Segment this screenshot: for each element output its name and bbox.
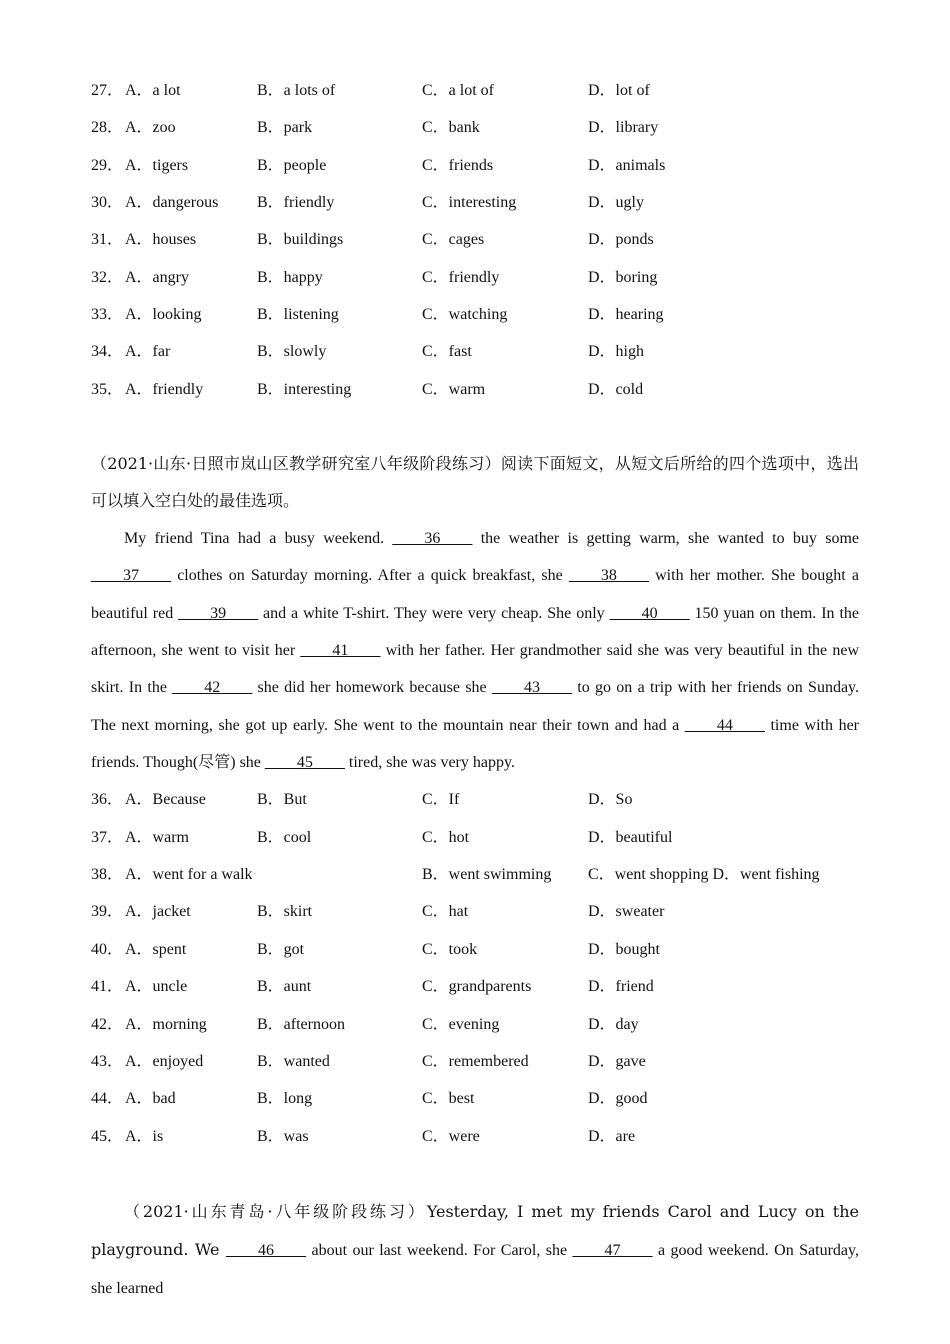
passage-text-part: to go on a trip with her friends on Sunday. The next morning, she got up early. She went to the mountain near their town and had a	[91, 679, 860, 734]
blank-39: ____39____	[178, 604, 259, 622]
question-number: 40．	[91, 941, 124, 958]
option-d: D．ugly	[588, 194, 645, 211]
option-b: B．friendly	[257, 194, 335, 211]
question-number: 36．	[91, 791, 124, 808]
option-a: A．dangerous	[125, 194, 219, 211]
passage-text	[91, 520, 859, 782]
option-b: B．a lots of	[257, 82, 336, 99]
option-c: C．warm	[422, 381, 486, 398]
question-number: 32．	[91, 269, 124, 286]
option-c: C．interesting	[422, 194, 517, 211]
option-d: D．high	[588, 343, 645, 360]
option-a: A．is	[125, 1128, 164, 1145]
option-b: B．listening	[257, 306, 339, 323]
option-b: B．But	[257, 791, 307, 808]
blank-43: ____43____	[491, 679, 572, 697]
option-b: B．buildings	[257, 231, 344, 248]
option-b: B．was	[257, 1128, 309, 1145]
question-number: 42．	[91, 1016, 124, 1033]
option-d: D．library	[588, 119, 659, 136]
option-d: D．So	[588, 791, 633, 808]
passage-text-part: clothes on Saturday morning. After a quick breakfast, she	[171, 567, 569, 585]
blank-47: ____47____	[572, 1242, 653, 1260]
question-number: 28．	[91, 119, 124, 136]
passage-text-part: she did her homework because she	[252, 679, 492, 697]
question-number: 43．	[91, 1053, 124, 1070]
passage-text-part: time with her friends. Though(尽管) she	[91, 716, 859, 772]
passage-text-part: and a white T-shirt. They were very cheap. She only	[258, 604, 610, 622]
option-a: A．enjoyed	[125, 1053, 204, 1070]
option-d: D．good	[588, 1090, 648, 1107]
option-b: B．long	[257, 1090, 313, 1107]
option-c: C．bank	[422, 119, 480, 136]
option-c: C．If	[422, 791, 460, 808]
option-c: C．a lot of	[422, 82, 494, 99]
question-number: 31．	[91, 231, 124, 248]
option-a: A．warm	[125, 829, 189, 846]
passage-text-part: about our last weekend. For Carol, she	[306, 1242, 573, 1260]
passage-text	[91, 1193, 859, 1307]
cloze-passage	[91, 445, 859, 782]
question-number: 34．	[91, 343, 124, 360]
option-a: A．spent	[125, 941, 187, 958]
blank-46: ____46____	[226, 1242, 307, 1260]
option-b: B．wanted	[257, 1053, 330, 1070]
option-c: C．cages	[422, 231, 485, 248]
option-d: D．boring	[588, 269, 658, 286]
blank-45: ____45____	[264, 754, 345, 772]
option-a: A．tigers	[125, 157, 189, 174]
option-d: D．lot of	[588, 82, 650, 99]
passage-text-part: My friend Tina had a busy weekend.	[124, 529, 393, 547]
blank-36: ____36____	[392, 529, 473, 547]
passage-text-part: 150 yuan on them. In the afternoon, she went to visit her	[91, 604, 860, 660]
option-d: D．bought	[588, 941, 661, 958]
question-number: 39．	[91, 903, 124, 920]
option-a: A．a lot	[125, 82, 181, 99]
option-c: C．watching	[422, 306, 508, 323]
option-b: B．happy	[257, 269, 323, 286]
option-b: B．went swimming	[422, 866, 552, 883]
option-d: D．beautiful	[588, 829, 673, 846]
option-c: C．evening	[422, 1016, 500, 1033]
option-a: A．bad	[125, 1090, 176, 1107]
option-a: A．jacket	[125, 903, 191, 920]
option-c: C．remembered	[422, 1053, 529, 1070]
option-c-d: C．went shopping D．went fishing	[588, 866, 820, 883]
option-d: D．are	[588, 1128, 636, 1145]
option-c: C．fast	[422, 343, 472, 360]
passage-text-part: with her mother. She bought a beautiful red	[91, 567, 859, 622]
question-number: 45．	[91, 1128, 124, 1145]
option-b: B．park	[257, 119, 313, 136]
option-a: A．friendly	[125, 381, 204, 398]
option-a: A．far	[125, 343, 171, 360]
option-b: B．people	[257, 157, 327, 174]
option-a: A．angry	[125, 269, 189, 286]
option-a: A．uncle	[125, 978, 188, 995]
blank-37: ____37____	[91, 567, 171, 585]
blank-44: ____44____	[684, 716, 765, 734]
question-number: 44．	[91, 1090, 124, 1107]
option-b: B．got	[257, 941, 305, 958]
option-a: A．Because	[125, 791, 206, 808]
option-a: A．houses	[125, 231, 197, 248]
option-a: A．zoo	[125, 119, 176, 136]
passage-text-part: tired, she was very happy.	[344, 754, 515, 772]
option-c: C．hat	[422, 903, 469, 920]
question-number: 41．	[91, 978, 124, 995]
question-number: 33．	[91, 306, 124, 323]
passage-text-part: with her father. Her grandmother said she was very beautiful in the new skirt. In the	[91, 642, 859, 697]
option-c: C．best	[422, 1090, 475, 1107]
option-d: D．cold	[588, 381, 644, 398]
blank-40: ____40____	[609, 604, 690, 622]
option-c: C．friendly	[422, 269, 500, 286]
option-b: B．afternoon	[257, 1016, 345, 1033]
passage-text-part: a good weekend. On Saturday, she learned	[91, 1242, 859, 1297]
passage-text-part: （2021·山东青岛·八年级阶段练习）Yesterday, I met my friends Carol and Lucy on the playground. We	[91, 1202, 859, 1260]
blank-38: ____38____	[568, 567, 649, 585]
option-c: C．took	[422, 941, 478, 958]
question-number: 30．	[91, 194, 124, 211]
section-heading: （2021·山东·日照市岚山区教学研究室八年级阶段练习）阅读下面短文，从短文后所给的四个选项中，选出可以填入空白处的最佳选项。	[91, 454, 859, 511]
blank-42: ____42____	[172, 679, 253, 697]
option-d: D．ponds	[588, 231, 654, 248]
question-number: 35．	[91, 381, 124, 398]
blank-41: ____41____	[300, 642, 381, 660]
option-b: B．aunt	[257, 978, 312, 995]
question-number: 29．	[91, 157, 124, 174]
option-b: B．skirt	[257, 903, 313, 920]
question-number: 27．	[91, 82, 124, 99]
option-b: B．cool	[257, 829, 312, 846]
option-d: D．friend	[588, 978, 654, 995]
option-d: D．animals	[588, 157, 666, 174]
option-a: A．went for a walk	[125, 866, 253, 883]
option-d: D．day	[588, 1016, 639, 1033]
option-b: B．interesting	[257, 381, 352, 398]
question-number: 37．	[91, 829, 124, 846]
option-a: A．looking	[125, 306, 202, 323]
option-d: D．gave	[588, 1053, 646, 1070]
option-b: B．slowly	[257, 343, 327, 360]
option-d: D．sweater	[588, 903, 665, 920]
option-c: C．friends	[422, 157, 494, 174]
option-c: C．grandparents	[422, 978, 532, 995]
option-c: C．were	[422, 1128, 480, 1145]
passage-text-part: the weather is getting warm, she wanted to buy some	[472, 529, 860, 547]
cloze-passage	[91, 1193, 859, 1307]
question-number: 38．	[91, 866, 124, 883]
option-d: D．hearing	[588, 306, 664, 323]
option-a: A．morning	[125, 1016, 207, 1033]
option-c: C．hot	[422, 829, 470, 846]
